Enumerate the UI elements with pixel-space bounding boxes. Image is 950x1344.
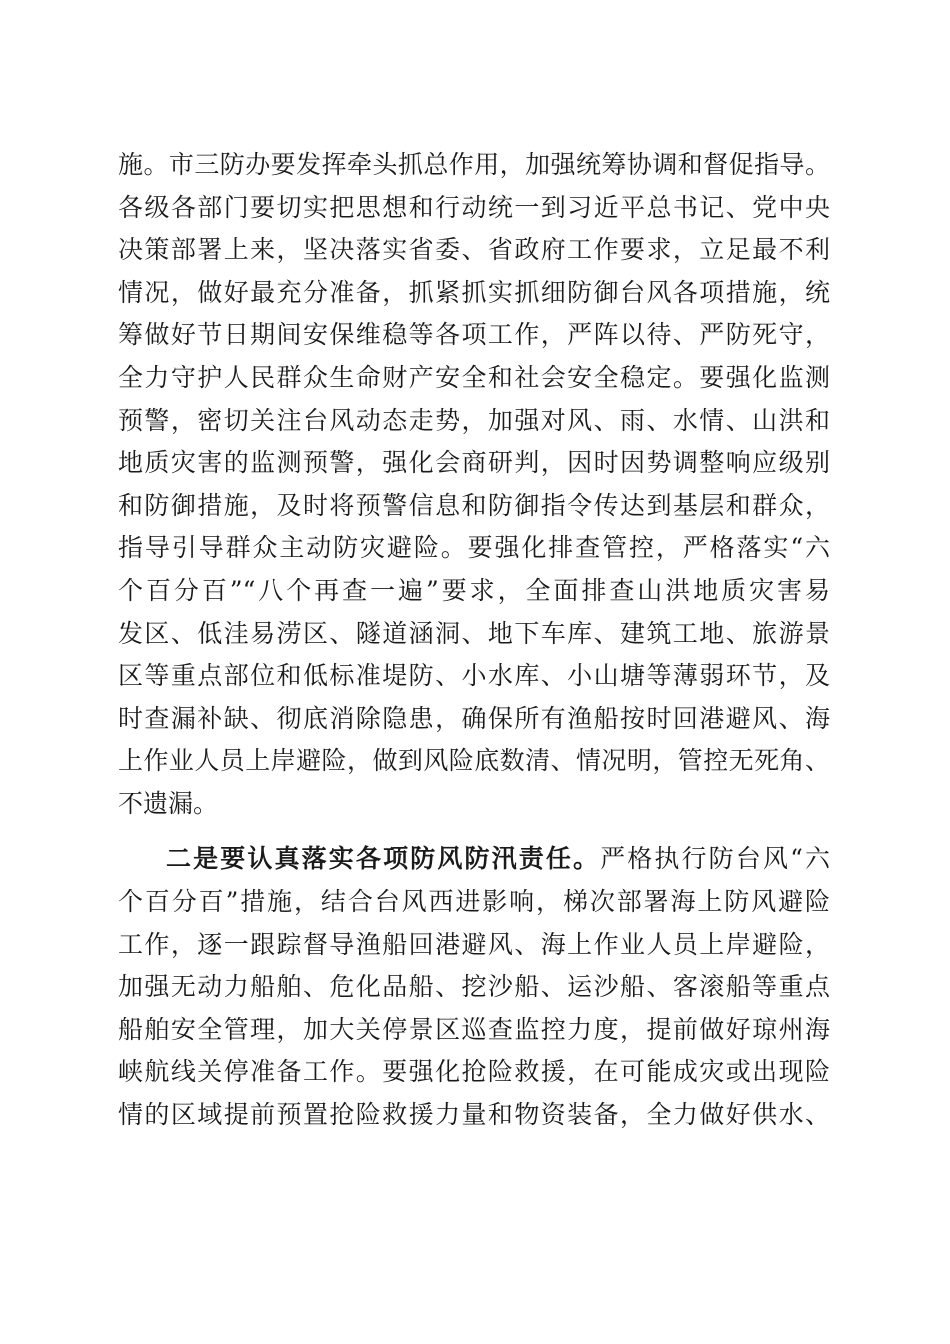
text-line: 筹做好节日期间安保维稳等各项工作，严阵以待、严防死守， (118, 320, 830, 350)
text-line: 个百分百”“八个再查一遍”要求，全面排查山洪地质灾害易 (118, 576, 830, 605)
text-line: 预警，密切关注台风动态走势，加强对风、雨、水情、山洪和 (118, 405, 830, 435)
text-line: 情的区域提前预置抢险救援力量和物资装备，全力做好供水、 (118, 1100, 830, 1129)
text-line: 决策部署上来，坚决落实省委、省政府工作要求，立足最不利 (118, 235, 830, 265)
text-line: 和防御措施，及时将预警信息和防御指令传达到基层和群众， (118, 490, 830, 520)
text-line: 地质灾害的监测预警，强化会商研判，因时因势调整响应级别 (118, 448, 830, 478)
text-line: 上作业人员上岸避险，做到风险底数清、情况明，管控无死角、 (118, 746, 830, 776)
text-line: 情况，做好最充分准备，抓紧抓实抓细防御台风各项措施，统 (118, 277, 830, 307)
paragraph-2-text: 严格执行防台风“六 (600, 844, 830, 873)
text-line: 各级各部门要切实把思想和行动统一到习近平总书记、党中央 (118, 192, 830, 222)
text-line: 工作，逐一跟踪督导渔船回港避风、海上作业人员上岸避险， (118, 929, 830, 959)
text-line: 施。市三防办要发挥牵头抓总作用，加强统筹协调和督促指导。 (118, 150, 830, 179)
text-line: 发区、低洼易涝区、隧道涵洞、地下车库、建筑工地、旅游景 (118, 618, 830, 648)
text-line: 全力守护人民群众生命财产安全和社会安全稳定。要强化监测 (118, 363, 830, 392)
text-line: 船舶安全管理，加大关停景区巡查监控力度，提前做好琼州海 (118, 1014, 830, 1044)
text-line: 不遗漏。 (118, 789, 219, 818)
text-line: 时查漏补缺、彻底消除隐患，确保所有渔船按时回港避风、海 (118, 703, 830, 733)
text-line: 区等重点部位和低标准堤防、小水库、小山塘等薄弱环节，及 (118, 661, 830, 691)
text-line: 加强无动力船舶、危化品船、挖沙船、运沙船、客滚船等重点 (118, 972, 830, 1002)
text-line: 个百分百”措施，结合台风西进影响，梯次部署海上防风避险 (118, 887, 830, 916)
paragraph-2-heading: 二是要认真落实各项防风防汛责任。 (166, 844, 601, 873)
text-line: 峡航线关停准备工作。要强化抢险救援，在可能成灾或出现险 (118, 1057, 830, 1087)
text-line: 指导引导群众主动防灾避险。要强化排查管控，严格落实“六 (118, 533, 830, 563)
paragraph-2-first-line (166, 842, 830, 876)
